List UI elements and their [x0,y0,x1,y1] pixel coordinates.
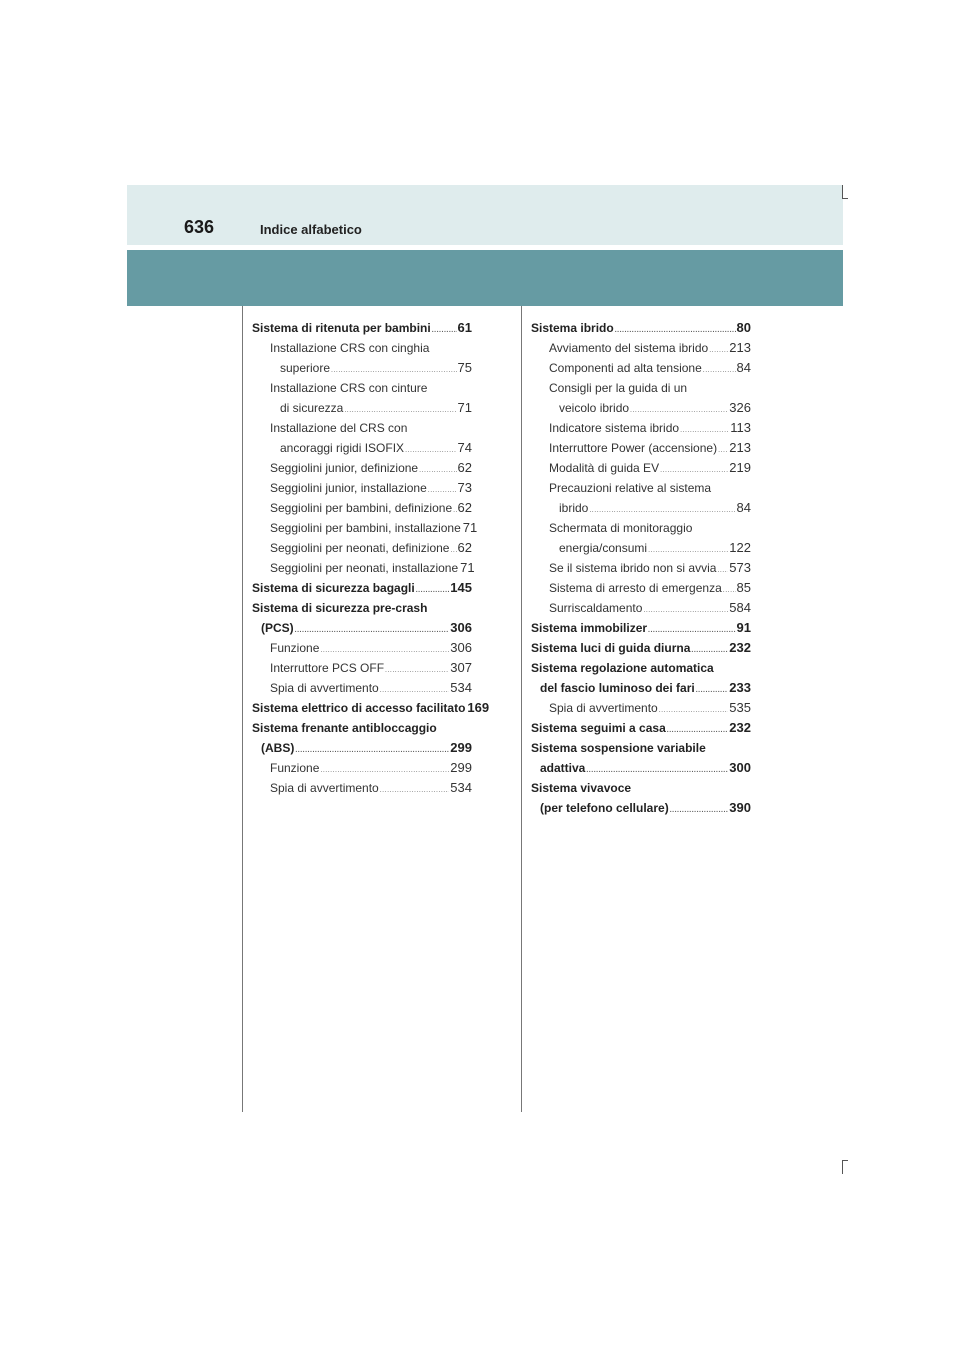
index-subentry [252,498,472,518]
page-reference[interactable]: 113 [730,420,751,435]
entry-line [531,518,751,538]
entry-text: Spia di avvertimento [270,681,379,695]
index-subentry [252,638,472,658]
index-subentry [531,578,751,598]
entry-text: (ABS) [261,741,295,755]
index-column-right [531,318,751,818]
entry-text: Sistema vivavoce [531,781,632,795]
page-reference[interactable]: 534 [450,780,472,795]
entry-text: Installazione CRS con cinghia [270,341,430,355]
entry-line [531,418,751,438]
index-subentry [252,458,472,478]
page-reference[interactable]: 213 [729,440,751,455]
entry-line [252,538,472,558]
page-reference[interactable]: 145 [450,580,472,595]
page-reference[interactable]: 306 [450,640,472,655]
entry-line [252,558,475,578]
index-subentry [531,378,751,418]
entry-line [252,718,472,738]
entry-text: Sistema seguimi a casa [531,721,666,735]
entry-text: ancoraggi rigidi ISOFIX [280,441,405,455]
index-subentry [531,438,751,458]
crop-mark-top [842,185,843,199]
entry-text: Seggiolini per bambini, definizione [270,501,453,515]
page-reference[interactable]: 84 [736,360,751,375]
index-entry [531,778,751,818]
index-subentry [252,758,472,778]
entry-line [531,698,751,718]
entry-text: del fascio luminoso dei fari [540,681,695,695]
page-reference[interactable]: 73 [457,480,472,495]
entry-line [252,638,472,658]
entry-line [252,518,478,538]
leader-dots [670,801,729,821]
page-reference[interactable]: 62 [457,460,472,475]
entry-line [531,478,751,498]
page-reference[interactable]: 390 [729,800,751,815]
index-subentry [531,418,751,438]
entry-text: Funzione [270,761,320,775]
entry-text: Sistema elettrico di accesso facilitato [252,701,466,715]
page-reference[interactable]: 75 [457,360,472,375]
entry-text: (PCS) [261,621,294,635]
entry-line [531,378,751,398]
entry-line [531,338,751,358]
entry-line [252,658,472,678]
index-subentry [252,518,478,538]
page-reference[interactable]: 584 [729,600,751,615]
entry-text: Avviamento del sistema ibrido [549,341,709,355]
entry-text: Schermata di monitoraggio [549,521,693,535]
entry-text: Sistema di arresto di emergenza [549,581,722,595]
page-reference[interactable]: 62 [457,540,472,555]
page-reference[interactable]: 71 [457,400,472,415]
page-reference[interactable]: 307 [450,660,472,675]
entry-text: Precauzioni relative al sistema [549,481,712,495]
page-reference[interactable]: 213 [729,340,751,355]
entry-text: Seggiolini per neonati, installazione [270,561,459,575]
page-reference[interactable]: 306 [450,620,472,635]
index-entry [531,658,751,698]
entry-line [252,378,472,398]
section-title: Indice alfabetico [260,222,362,237]
page-reference[interactable]: 219 [729,460,751,475]
entry-text: Se il sistema ibrido non si avvia [549,561,717,575]
entry-line [252,458,472,478]
page-number: 636 [184,217,215,237]
page-reference[interactable]: 534 [450,680,472,695]
entry-line [252,618,472,638]
entry-line [531,798,751,818]
index-entry [252,698,490,718]
index-subentry [531,558,751,578]
page-reference[interactable]: 91 [736,620,751,635]
entry-text: Sistema di sicurezza bagagli [252,581,415,595]
page-reference[interactable]: 71 [460,560,475,575]
index-entry [531,618,751,638]
entry-line [531,558,751,578]
entry-text: adattiva [540,761,586,775]
index-subentry [531,338,751,358]
index-subentry [252,418,472,458]
entry-text: Sistema sospensione variabile [531,741,706,755]
index-entry [531,738,751,778]
page-reference[interactable]: 84 [736,500,751,515]
index-subentry [531,518,751,558]
entry-line [531,538,751,558]
entry-line [252,438,472,458]
entry-text: Sistema regolazione automatica [531,661,714,675]
entry-line [252,418,472,438]
page-reference[interactable]: 326 [729,400,751,415]
entry-text: (per telefono cellulare) [540,801,669,815]
entry-line [252,358,472,378]
header-bar [127,185,843,245]
entry-text: Sistema di ritenuta per bambini [252,321,431,335]
page-reference[interactable]: 299 [450,740,472,755]
entry-line [531,758,751,778]
entry-line [531,778,751,798]
page-reference[interactable]: 62 [457,500,472,515]
index-subentry [252,778,472,798]
index-subentry [252,558,475,578]
entry-line [252,778,472,798]
entry-line [531,438,751,458]
index-entry [252,578,472,598]
entry-text: Sistema immobilizer [531,621,648,635]
index-subentry [531,458,751,478]
entry-text: Sistema ibrido [531,321,614,335]
index-entry [531,318,751,338]
entry-text: Seggiolini junior, definizione [270,461,419,475]
crop-mark-bottom [842,1160,843,1174]
page-reference[interactable]: 74 [457,440,472,455]
page-reference[interactable]: 232 [729,720,751,735]
entry-line [531,678,751,698]
column-divider-left [242,306,243,1112]
entry-text: Funzione [270,641,320,655]
entry-line [252,678,472,698]
header-band [127,250,843,306]
entry-text: di sicurezza [280,401,344,415]
entry-text: energia/consumi [559,541,648,555]
leader-dots [380,781,450,801]
index-entry [531,718,751,738]
entry-text: Seggiolini per bambini, installazione [270,521,461,535]
page-reference[interactable]: 61 [457,320,472,335]
entry-text: Surriscaldamento [549,601,643,615]
entry-text: Spia di avvertimento [270,781,379,795]
column-divider-center [521,306,522,1112]
page-reference[interactable]: 71 [462,520,478,535]
entry-line [531,738,751,758]
entry-text: Indicatore sistema ibrido [549,421,680,435]
entry-text: Interruttore PCS OFF [270,661,385,675]
entry-line [531,358,751,378]
page-reference[interactable]: 122 [729,540,751,555]
entry-line [531,598,751,618]
entry-line [531,618,751,638]
entry-line [531,638,751,658]
entry-line [531,398,751,418]
entry-line [252,318,472,338]
entry-line [252,498,472,518]
index-column-left [252,318,490,798]
page-reference[interactable]: 299 [450,760,472,775]
entry-line [252,478,472,498]
entry-text: Installazione CRS con cinture [270,381,428,395]
entry-text: Consigli per la guida di un [549,381,688,395]
index-subentry [252,378,472,418]
entry-text: Sistema luci di guida diurna [531,641,691,655]
index-entry [252,318,472,338]
entry-line [252,338,472,358]
index-subentry [531,358,751,378]
page-reference[interactable]: 169 [467,700,490,715]
index-subentry [252,678,472,698]
entry-line [531,498,751,518]
index-entry [531,638,751,658]
crop-mark-top [842,198,848,199]
entry-line [252,398,472,418]
entry-line [252,598,472,618]
entry-text: Spia di avvertimento [549,701,658,715]
entry-text: Sistema di sicurezza pre-crash [252,601,428,615]
entry-text: Seggiolini junior, installazione [270,481,427,495]
index-subentry [531,698,751,718]
page-reference[interactable]: 85 [736,580,751,595]
index-subentry [252,658,472,678]
entry-text: Interruttore Power (accensione) [549,441,718,455]
entry-text: Modalità di guida EV [549,461,660,475]
page-reference[interactable]: 300 [729,760,751,775]
entry-text: Componenti ad alta tensione [549,361,702,375]
entry-line [252,738,472,758]
entry-line [252,578,472,598]
index-subentry [252,478,472,498]
entry-text: Seggiolini per neonati, definizione [270,541,450,555]
entry-line [252,698,490,718]
index-subentry [252,538,472,558]
index-subentry [531,478,751,518]
entry-text: superiore [280,361,331,375]
page-reference[interactable]: 535 [729,700,751,715]
entry-text: ibrido [559,501,589,515]
entry-line [252,758,472,778]
page-reference[interactable]: 232 [729,640,751,655]
entry-text: Sistema frenante antibloccaggio [252,721,437,735]
entry-line [531,318,751,338]
index-subentry [252,338,472,378]
index-subentry [531,598,751,618]
entry-line [531,458,751,478]
entry-text: Installazione del CRS con [270,421,408,435]
page-reference[interactable]: 233 [729,680,751,695]
index-entry [252,718,472,758]
page-reference[interactable]: 573 [729,560,751,575]
entry-line [531,718,751,738]
page-reference[interactable]: 80 [736,320,751,335]
entry-line [531,578,751,598]
index-entry [252,598,472,638]
entry-text: veicolo ibrido [559,401,630,415]
entry-line [531,658,751,678]
